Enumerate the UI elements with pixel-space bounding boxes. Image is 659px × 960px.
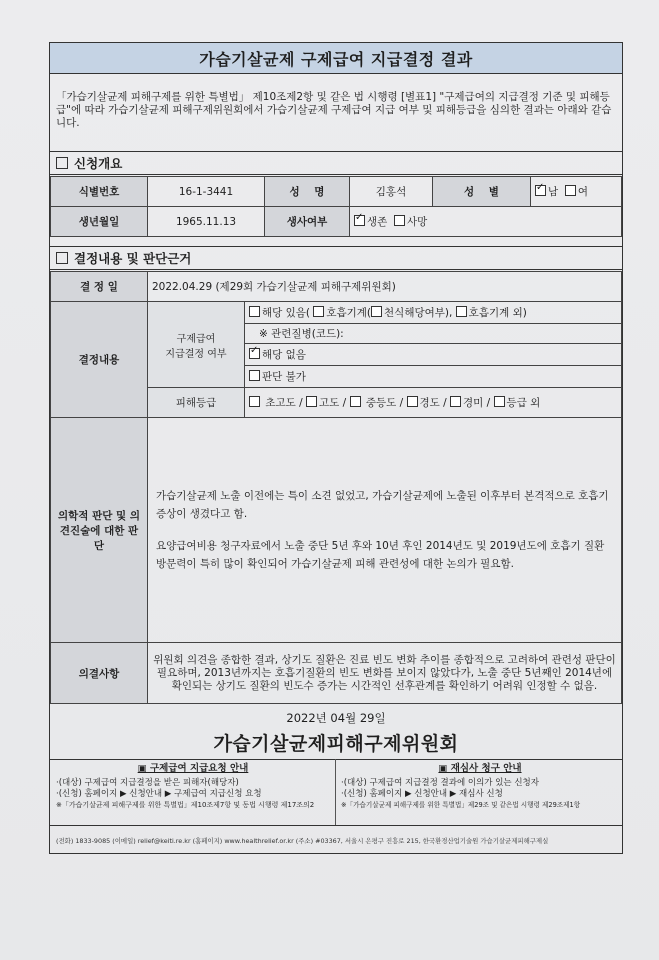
grade-checkbox[interactable]	[249, 396, 260, 407]
alive-options	[350, 207, 622, 237]
alive-no-checkbox[interactable]	[394, 215, 405, 226]
name-label: 성 명	[265, 177, 350, 207]
option-label: 해당 있음(	[262, 307, 311, 319]
related-disease-note: ※ 관련질병(코드):	[245, 324, 622, 344]
grade-label: 고도 /	[319, 397, 347, 409]
birth-value: 1965.11.13	[148, 207, 265, 237]
reexamination-guide	[341, 763, 619, 811]
gender-options	[531, 177, 622, 207]
option-applicable	[245, 302, 622, 324]
table-row	[51, 302, 622, 324]
intro-paragraph: 「가습기살균제 피해구제를 위한 특별법」 제10조제2항 및 같은 법 시행령 [별표1] "구제급여의 지급결정 기준 및 피해등급"에 따라 가습기살균제 피해구제위원회에서 가습기살균제 구제급여 지급 여부 및 피해등급을 심의한 결과는 아래와 같습니다.	[56, 91, 612, 129]
option-label: 호흡기계(	[326, 307, 372, 319]
grade-checkbox[interactable]	[350, 396, 361, 407]
decision-date-label: 결 정 일	[51, 272, 148, 302]
checkbox-square-icon	[56, 252, 68, 264]
section-title: 결정내용 및 판단근거	[74, 251, 192, 266]
guide-title: ▣ 구제급여 지급요청 안내	[137, 763, 249, 774]
table-row	[51, 177, 622, 207]
contact-info: (전화) 1833-9085 (이메일) relief@keiti.re.kr (홈페이지) www.healthrelief.or.kr (주소) #03367, 서울시 은평구 진흥로 215, 한국환경산업기술원 가습기살균제피해구제실	[56, 837, 549, 845]
non-respiratory-checkbox[interactable]	[456, 306, 467, 317]
guide-note: ※「가습기살균제 피해구제를 위한 특별법」제29조 및 같은법 시행령 제29조제1항	[341, 801, 581, 809]
resolution-text: 위원회 의견을 종합한 결과, 상기도 질환은 진료 빈도 변화 추이를 종합적으로 고려하여 관련성 판단이 필요하며, 2013년까지는 호흡기질환의 빈도 변화를 보이지 않았다가, 노출 중단 5년째인 2014년에 확인되는 상기도 질환의 빈도수 증가는 시간적인 선후관계를 확인하기 어려워 인정할 수 없음.	[148, 643, 622, 704]
medical-paragraph: 가습기살균제 노출 이전에는 특이 소견 없었고, 가습기살균제에 노출된 이후부터 본격적으로 호흡기 증상이 생겼다고 함.	[156, 490, 609, 520]
option-label: 천식해당여부),	[384, 307, 453, 319]
section-header-application	[50, 151, 622, 175]
medical-judgement-content	[148, 418, 622, 643]
guide-line: ·(신청) 홈페이지 ▶ 신청안내 ▶ 구제급여 지급신청 요청	[56, 789, 262, 799]
alive-label: 생사여부	[265, 207, 350, 237]
document-title: 가습기살균제 구제급여 지급결정 결과	[50, 43, 622, 74]
grade-checkbox[interactable]	[407, 396, 418, 407]
undecidable-checkbox[interactable]	[249, 370, 260, 381]
guide-line: ·(대상) 구제급여 지급결정 결과에 이의가 있는 신청자	[341, 778, 539, 788]
guide-line: ·(대상) 구제급여 지급결정을 받은 피해자(해당자)	[56, 778, 239, 788]
grade-label: 초고도 /	[265, 397, 303, 409]
checkbox-square-icon	[56, 157, 68, 169]
not-applicable-checkbox[interactable]	[249, 348, 260, 359]
gender-male-label: 남	[548, 186, 559, 198]
resolution-label: 의결사항	[51, 643, 148, 704]
gender-label: 성 별	[433, 177, 531, 207]
table-row	[51, 272, 622, 302]
applicable-checkbox[interactable]	[249, 306, 260, 317]
guide-note: ※「가습기살균제 피해구제를 위한 특별법」제10조제7항 및 동법 시행령 제17조의2	[56, 801, 315, 809]
medical-paragraph: 요양급여비용 청구자료에서 노출 중단 5년 후와 10년 후인 2014년도 및 2019년도에 호흡기 질환 방문력이 특히 많이 확인되어 가습기살균제 피해 관련성에 대한 논의가 필요함.	[156, 540, 605, 570]
decision-table	[50, 271, 622, 704]
section-title: 신청개요	[74, 156, 123, 171]
asthma-checkbox[interactable]	[371, 306, 382, 317]
payment-decision-label: 구제급여 지급결정 여부	[148, 302, 245, 388]
option-not-applicable	[245, 344, 622, 366]
decision-content-label: 결정내용	[51, 302, 148, 418]
divider	[50, 759, 622, 760]
guide-line: ·(신청) 홈페이지 ▶ 신청안내 ▶ 재심사 신청	[341, 789, 503, 799]
damage-grade-label: 피해등급	[148, 388, 245, 418]
decision-date-value: 2022.04.29 (제29회 가습기살균제 피해구제위원회)	[148, 272, 622, 302]
option-label: 판단 불가	[262, 371, 306, 383]
alive-no-label: 사망	[406, 216, 428, 228]
section-header-decision	[50, 246, 622, 270]
alive-yes-label: 생존	[367, 216, 388, 228]
birth-label: 생년월일	[51, 207, 148, 237]
grade-label: 경미 /	[463, 397, 491, 409]
alive-yes-checkbox[interactable]	[354, 215, 365, 226]
table-row	[51, 207, 622, 237]
gender-female-checkbox[interactable]	[565, 185, 576, 196]
option-label: 호흡기계 외)	[468, 307, 527, 319]
grade-label: 경도 /	[419, 397, 447, 409]
name-value: 김홍석	[350, 177, 433, 207]
grade-label: 등급 외	[506, 397, 541, 409]
respiratory-checkbox[interactable]	[313, 306, 324, 317]
table-row	[51, 643, 622, 704]
gender-male-checkbox[interactable]	[535, 185, 546, 196]
medical-judgement-label: 의학적 판단 및 의견진술에 대한 판단	[51, 418, 148, 643]
applicant-table	[50, 176, 622, 237]
grade-checkbox[interactable]	[494, 396, 505, 407]
document-frame	[49, 42, 623, 854]
issue-date: 2022년 04월 29일	[286, 711, 386, 725]
grade-checkbox[interactable]	[306, 396, 317, 407]
grade-checkbox[interactable]	[450, 396, 461, 407]
id-value: 16-1-3441	[148, 177, 265, 207]
option-label: 해당 없음	[262, 349, 306, 361]
damage-grade-options	[245, 388, 622, 418]
payment-request-guide	[56, 763, 330, 811]
divider	[50, 825, 622, 826]
committee-name: 가습기살균제피해구제위원회	[213, 733, 459, 755]
id-label: 식별번호	[51, 177, 148, 207]
guide-title: ▣ 재심사 청구 안내	[438, 763, 522, 774]
divider	[335, 759, 336, 825]
table-row	[51, 418, 622, 643]
grade-label: 중등도 /	[365, 397, 404, 409]
option-undecidable	[245, 366, 622, 388]
gender-female-label: 여	[577, 186, 588, 198]
